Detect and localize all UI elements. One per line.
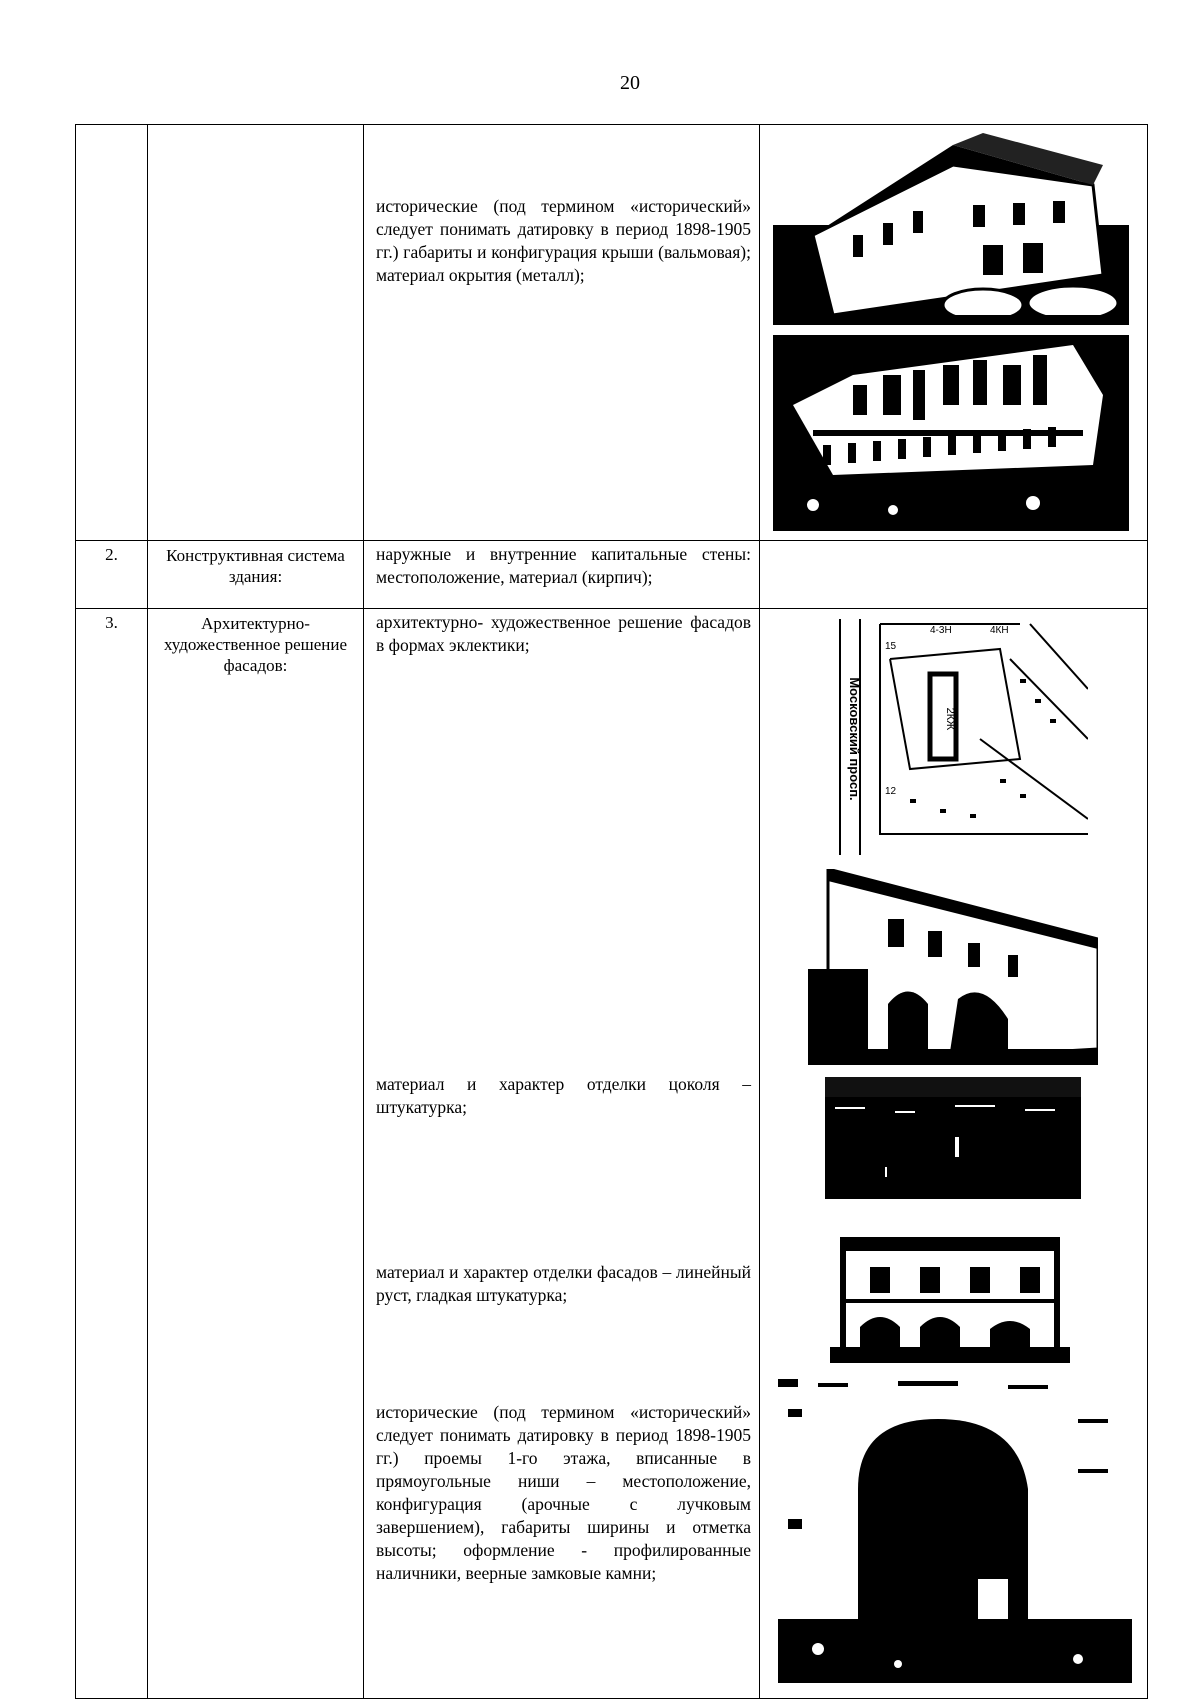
description-paragraph: материал и характер отделки фасадов – линейный руст, гладкая штукатурка; — [376, 1262, 751, 1305]
arch-opening-photo — [778, 1379, 1132, 1683]
row-name — [148, 125, 364, 541]
description-paragraph: исторические (под термином «исторический» следует понимать датировку в период 1898-1905 гг.) проемы 1-го этажа, вписанные в прямоугольные ниши – местоположение, конфигурация (арочные с лучковым завершением), габариты ширины и отметка высоты; оформление - профилированные наличники, веерные замковые камни; — [376, 1402, 751, 1583]
rustication-photo — [830, 1237, 1070, 1363]
row-photos — [760, 125, 1148, 541]
document-table — [75, 124, 1148, 1699]
plinth-photo — [825, 1077, 1081, 1199]
site-plan-map — [820, 619, 1088, 855]
description-paragraph: архитектурно- художественное решение фасадов в формах эклектики; — [376, 612, 751, 655]
map-label: 15 — [885, 641, 897, 652]
map-building-label: 2КЖ — [944, 707, 956, 731]
map-label: 12 — [885, 786, 897, 797]
aerial-photo — [773, 335, 1129, 531]
building-photo — [773, 125, 1129, 325]
description-paragraph: материал и характер отделки цоколя – штукатурка; — [376, 1074, 751, 1117]
row-number: 2. — [76, 541, 148, 609]
description-paragraph: исторические (под термином «исторический» следует понимать датировку в период 1898-1905 гг.) габариты и конфигурация крыши (вальмовая); материал окрытия (металл); — [376, 196, 751, 285]
map-street-label: Московский просп. — [847, 677, 862, 801]
row-description — [364, 609, 760, 1699]
row-photos — [760, 609, 1148, 1699]
row-name: Архитектурно-художественное решение фасадов: — [148, 609, 364, 1699]
table-row — [76, 125, 1148, 541]
description-paragraph: наружные и внутренние капитальные стены: местоположение, материал (кирпич); — [376, 544, 751, 587]
row-number — [76, 125, 148, 541]
map-label: 4-3Н — [930, 625, 952, 636]
table-row — [76, 541, 1148, 609]
page-number: 20 — [620, 72, 640, 94]
row-description — [364, 125, 760, 541]
row-description — [364, 541, 760, 609]
row-photos — [760, 541, 1148, 609]
facade-photo — [808, 869, 1098, 1065]
row-number: 3. — [76, 609, 148, 1699]
table-row — [76, 609, 1148, 1699]
map-label: 4КН — [990, 625, 1009, 636]
row-name: Конструктивная система здания: — [148, 541, 364, 609]
